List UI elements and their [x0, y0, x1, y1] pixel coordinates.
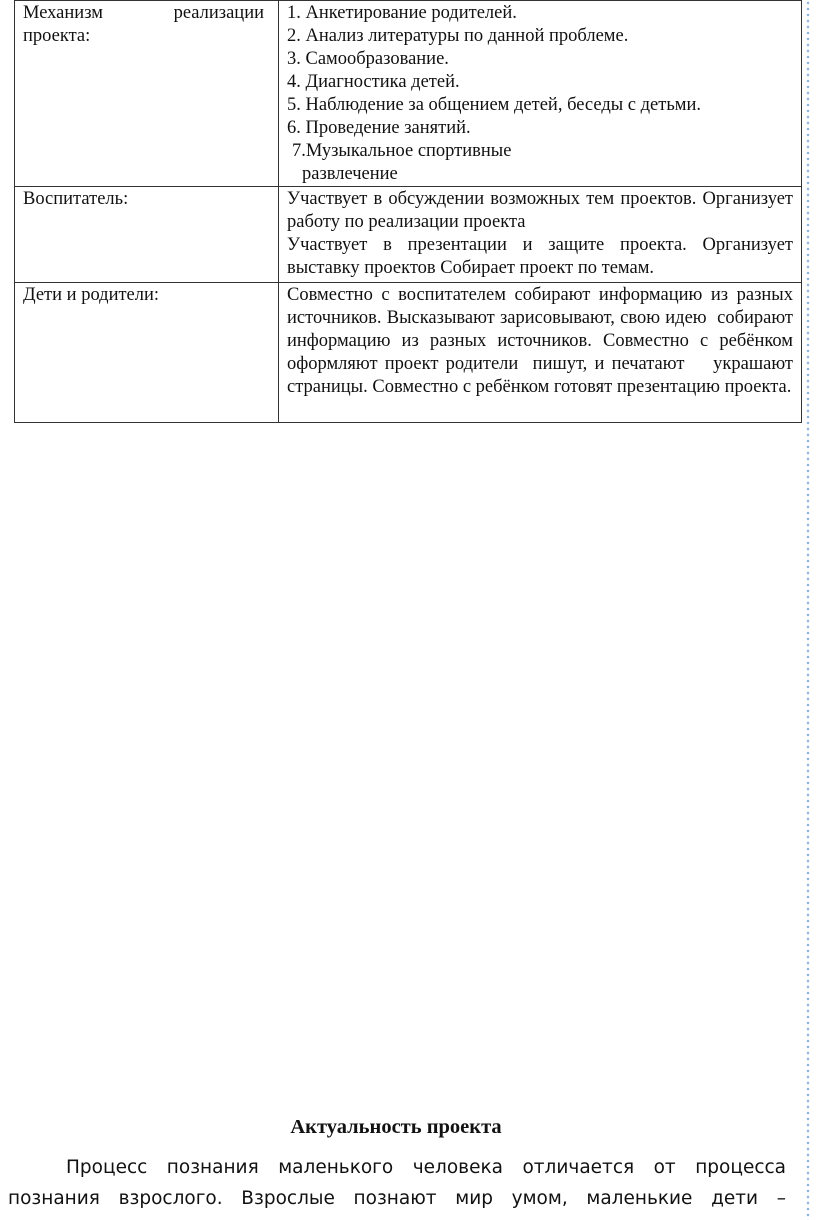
mechanism-label-line1: [23, 2, 264, 25]
teacher-description-cell: [279, 187, 802, 283]
mechanism-label-cell: [15, 1, 279, 187]
children-parents-label: Дети и родители:: [15, 283, 279, 423]
teacher-label: Воспитатель:: [15, 187, 279, 283]
teacher-paragraph-2: Участвует в презентации и защите проекта. Организует выставку проектов Собирает проект по темам.: [287, 235, 793, 278]
mechanism-item: 2. Анализ литературы по данной проблеме.: [287, 26, 629, 46]
project-table: [14, 0, 802, 423]
teacher-paragraph-1: Участвует в обсуждении возможных тем проектов. Организует работу по реализации проекта: [287, 189, 793, 232]
mechanism-item: 3. Самообразование.: [287, 49, 449, 69]
mechanism-label-word2: реализации: [173, 3, 264, 23]
mechanism-item: 4. Диагностика детей.: [287, 72, 460, 92]
mechanism-items-cell: [279, 1, 802, 187]
section-title: Актуальность проекта: [290, 1116, 502, 1138]
mechanism-item: 1. Анкетирование родителей.: [287, 3, 517, 23]
table-row-teacher: [15, 187, 802, 283]
mechanism-item: 5. Наблюдение за общением детей, беседы с детьми.: [287, 95, 702, 115]
body-paragraph-line-2: познания взрослого. Взрослые познают мир умом, маленькие дети –: [8, 1188, 786, 1209]
mechanism-item: 6. Проведение занятий.: [287, 118, 471, 138]
table-row-mechanism: [15, 1, 802, 187]
table-row-children-parents: [15, 283, 802, 423]
children-parents-paragraph: Совместно с воспитателем собирают информацию из разных источников. Высказывают зарисовывают, свою идею собирают информацию из разных источников. Совместно с ребёнком оформляют проект родители пишут, и печатают украшают страницы. Совместно с ребёнком готовят презентацию проекта.: [287, 285, 798, 397]
children-parents-description-cell: [279, 283, 802, 423]
body-paragraph-line-1: Процесс познания маленького человека отличается от процесса: [66, 1157, 786, 1178]
body-paragraph: [8, 1152, 786, 1214]
decorative-page-border: [806, 0, 810, 1220]
mechanism-item: развлечение: [302, 164, 398, 184]
mechanism-item: 7.Музыкальное спортивные: [292, 141, 512, 161]
mechanism-label-word3: проекта:: [23, 26, 91, 46]
mechanism-label-word1: Механизм: [23, 3, 103, 23]
